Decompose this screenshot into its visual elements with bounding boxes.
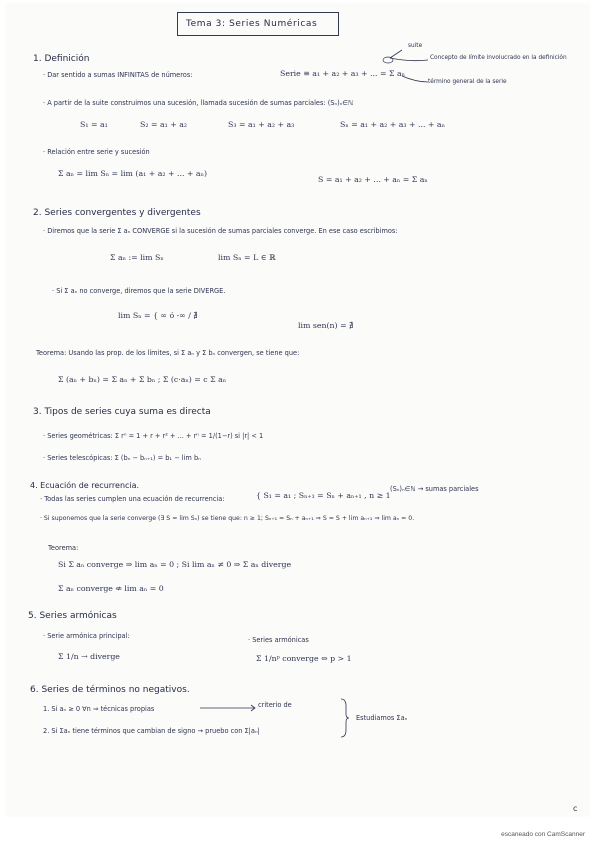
s2-line-1: · Diremos que la serie Σ aₙ CONVERGE si la sucesión de sumas parciales converge. En ese caso escribimos:	[43, 227, 398, 235]
s2-formula-5: Σ (aₙ + bₙ) = Σ aₙ + Σ bₙ ; Σ (c·aₙ) = c Σ aₙ	[58, 375, 227, 384]
s1-note-term: término general de la serie	[428, 79, 507, 85]
title-box	[177, 12, 339, 36]
s2-formula-3: lim Sₙ = { ∞ ó -∞ / ∄	[118, 311, 198, 320]
s5-harmonic-series-label: · Series armónicas	[248, 636, 309, 644]
annotation-arrows	[380, 44, 440, 89]
s5-harmonic-series-formula: Σ 1/nᵖ converge ⇔ p > 1	[256, 654, 352, 663]
s4-line-2: · Si suponemos que la serie converge (∃ S = lim Sₙ) se tiene que: n ≥ 1; Sₙ₊₁ = Sₙ + aₙ₊₁ ⇒ S = S + lim aₙ₊₁ ⇒ lim aₙ = 0.	[40, 515, 415, 522]
s1-sum-2: S₂ = a₁ + a₂	[140, 120, 187, 129]
s1-sum-3: S₃ = a₁ + a₂ + a₃	[228, 120, 295, 129]
section-3-heading: 3. Tipos de series cuya suma es directa	[33, 407, 211, 417]
s2-theorem: Teorema: Usando las prop. de los límites, si Σ aₙ y Σ bₙ convergen, se tiene que:	[36, 349, 300, 357]
s3-telescopic: · Series telescópicas: Σ (bₙ − bₙ₊₁) = b₁ − lim bₙ	[43, 454, 201, 462]
s2-formula-1: Σ aₙ := lim Sₙ	[110, 253, 164, 262]
s2-line-2: · Si Σ aₙ no converge, diremos que la serie DIVERGE.	[52, 287, 226, 295]
scanner-watermark: escaneado con CamScanner	[501, 831, 585, 838]
s4-line-1: · Todas las series cumplen una ecuación de recurrencia:	[40, 495, 225, 503]
s6-bracket-note: Estudiamos Σaₙ	[356, 714, 408, 722]
s1-note-limit: Concepto de límite involucrado en la definición	[430, 55, 567, 61]
section-1-heading: 1. Definición	[33, 54, 90, 64]
s6-line-1b: criterio de	[258, 701, 292, 709]
s1-relation-right: S = a₁ + a₂ + ... + aₙ = Σ aₙ	[318, 175, 428, 184]
s4-right-note: (Sₙ)ₙ∈ℕ → sumas parciales	[390, 485, 479, 493]
s1-line-3: · Relación entre serie y sucesión	[43, 148, 150, 156]
s4-theorem-label: Teorema:	[48, 544, 79, 552]
s1-series-formula: Serie ≡ a₁ + a₂ + a₃ + ... = Σ aₙ	[280, 69, 406, 78]
s1-sum-1: S₁ = a₁	[80, 120, 108, 129]
section-5-heading: 5. Series armónicas	[28, 611, 117, 621]
s6-brace	[340, 698, 350, 738]
s6-arrow	[200, 705, 320, 711]
s1-sum-n: Sₙ = a₁ + a₂ + a₃ + ... + aₙ	[340, 120, 445, 129]
s1-relation: Σ aₙ = lim Sₙ = lim (a₁ + a₂ + ... + aₙ)	[58, 169, 207, 178]
s4-theorem-2: Σ aₙ converge ⇍ lim aₙ = 0	[58, 584, 164, 593]
s2-formula-2: lim Sₙ = L ∈ ℝ	[218, 253, 276, 262]
s5-harmonic-label: · Serie armónica principal:	[43, 632, 130, 640]
s2-formula-4: lim sen(n) = ∄	[298, 321, 354, 330]
s6-line-2: 2. Si Σaₙ tiene términos que cambian de signo → pruebo con Σ|aₙ|	[43, 727, 260, 735]
s1-note-suit: suite	[408, 43, 423, 49]
s4-system: { S₁ = a₁ ; Sₙ₊₁ = Sₙ + aₙ₊₁ , n ≥ 1	[256, 491, 391, 500]
s5-harmonic-formula: Σ 1/n → diverge	[58, 652, 120, 661]
s4-theorem-1: Si Σ aₙ converge ⇒ lim aₙ = 0 ; Si lim aₙ ≠ 0 ⇒ Σ aₙ diverge	[58, 560, 292, 569]
section-4-heading: 4. Ecuación de recurrencia.	[30, 481, 140, 490]
s6-line-1: 1. Si aₙ ≥ 0 ∀n ⇒ técnicas propias	[43, 705, 155, 713]
page-title: Tema 3: Series Numéricas	[186, 19, 318, 29]
s3-geometric: · Series geométricas: Σ rⁿ = 1 + r + r² + ... + rⁿ = 1/(1−r) si |r| < 1	[43, 432, 264, 440]
s1-line-2: · A partir de la suite construimos una sucesión, llamada sucesión de sumas parciales: (Sₙ)ₙ∈ℕ	[43, 99, 354, 107]
section-2-heading: 2. Series convergentes y divergentes	[33, 208, 201, 218]
section-6-heading: 6. Series de términos no negativos.	[30, 685, 190, 695]
s1-line-1: · Dar sentido a sumas INFINITAS de números:	[43, 71, 193, 79]
corner-mark: c	[573, 804, 578, 813]
